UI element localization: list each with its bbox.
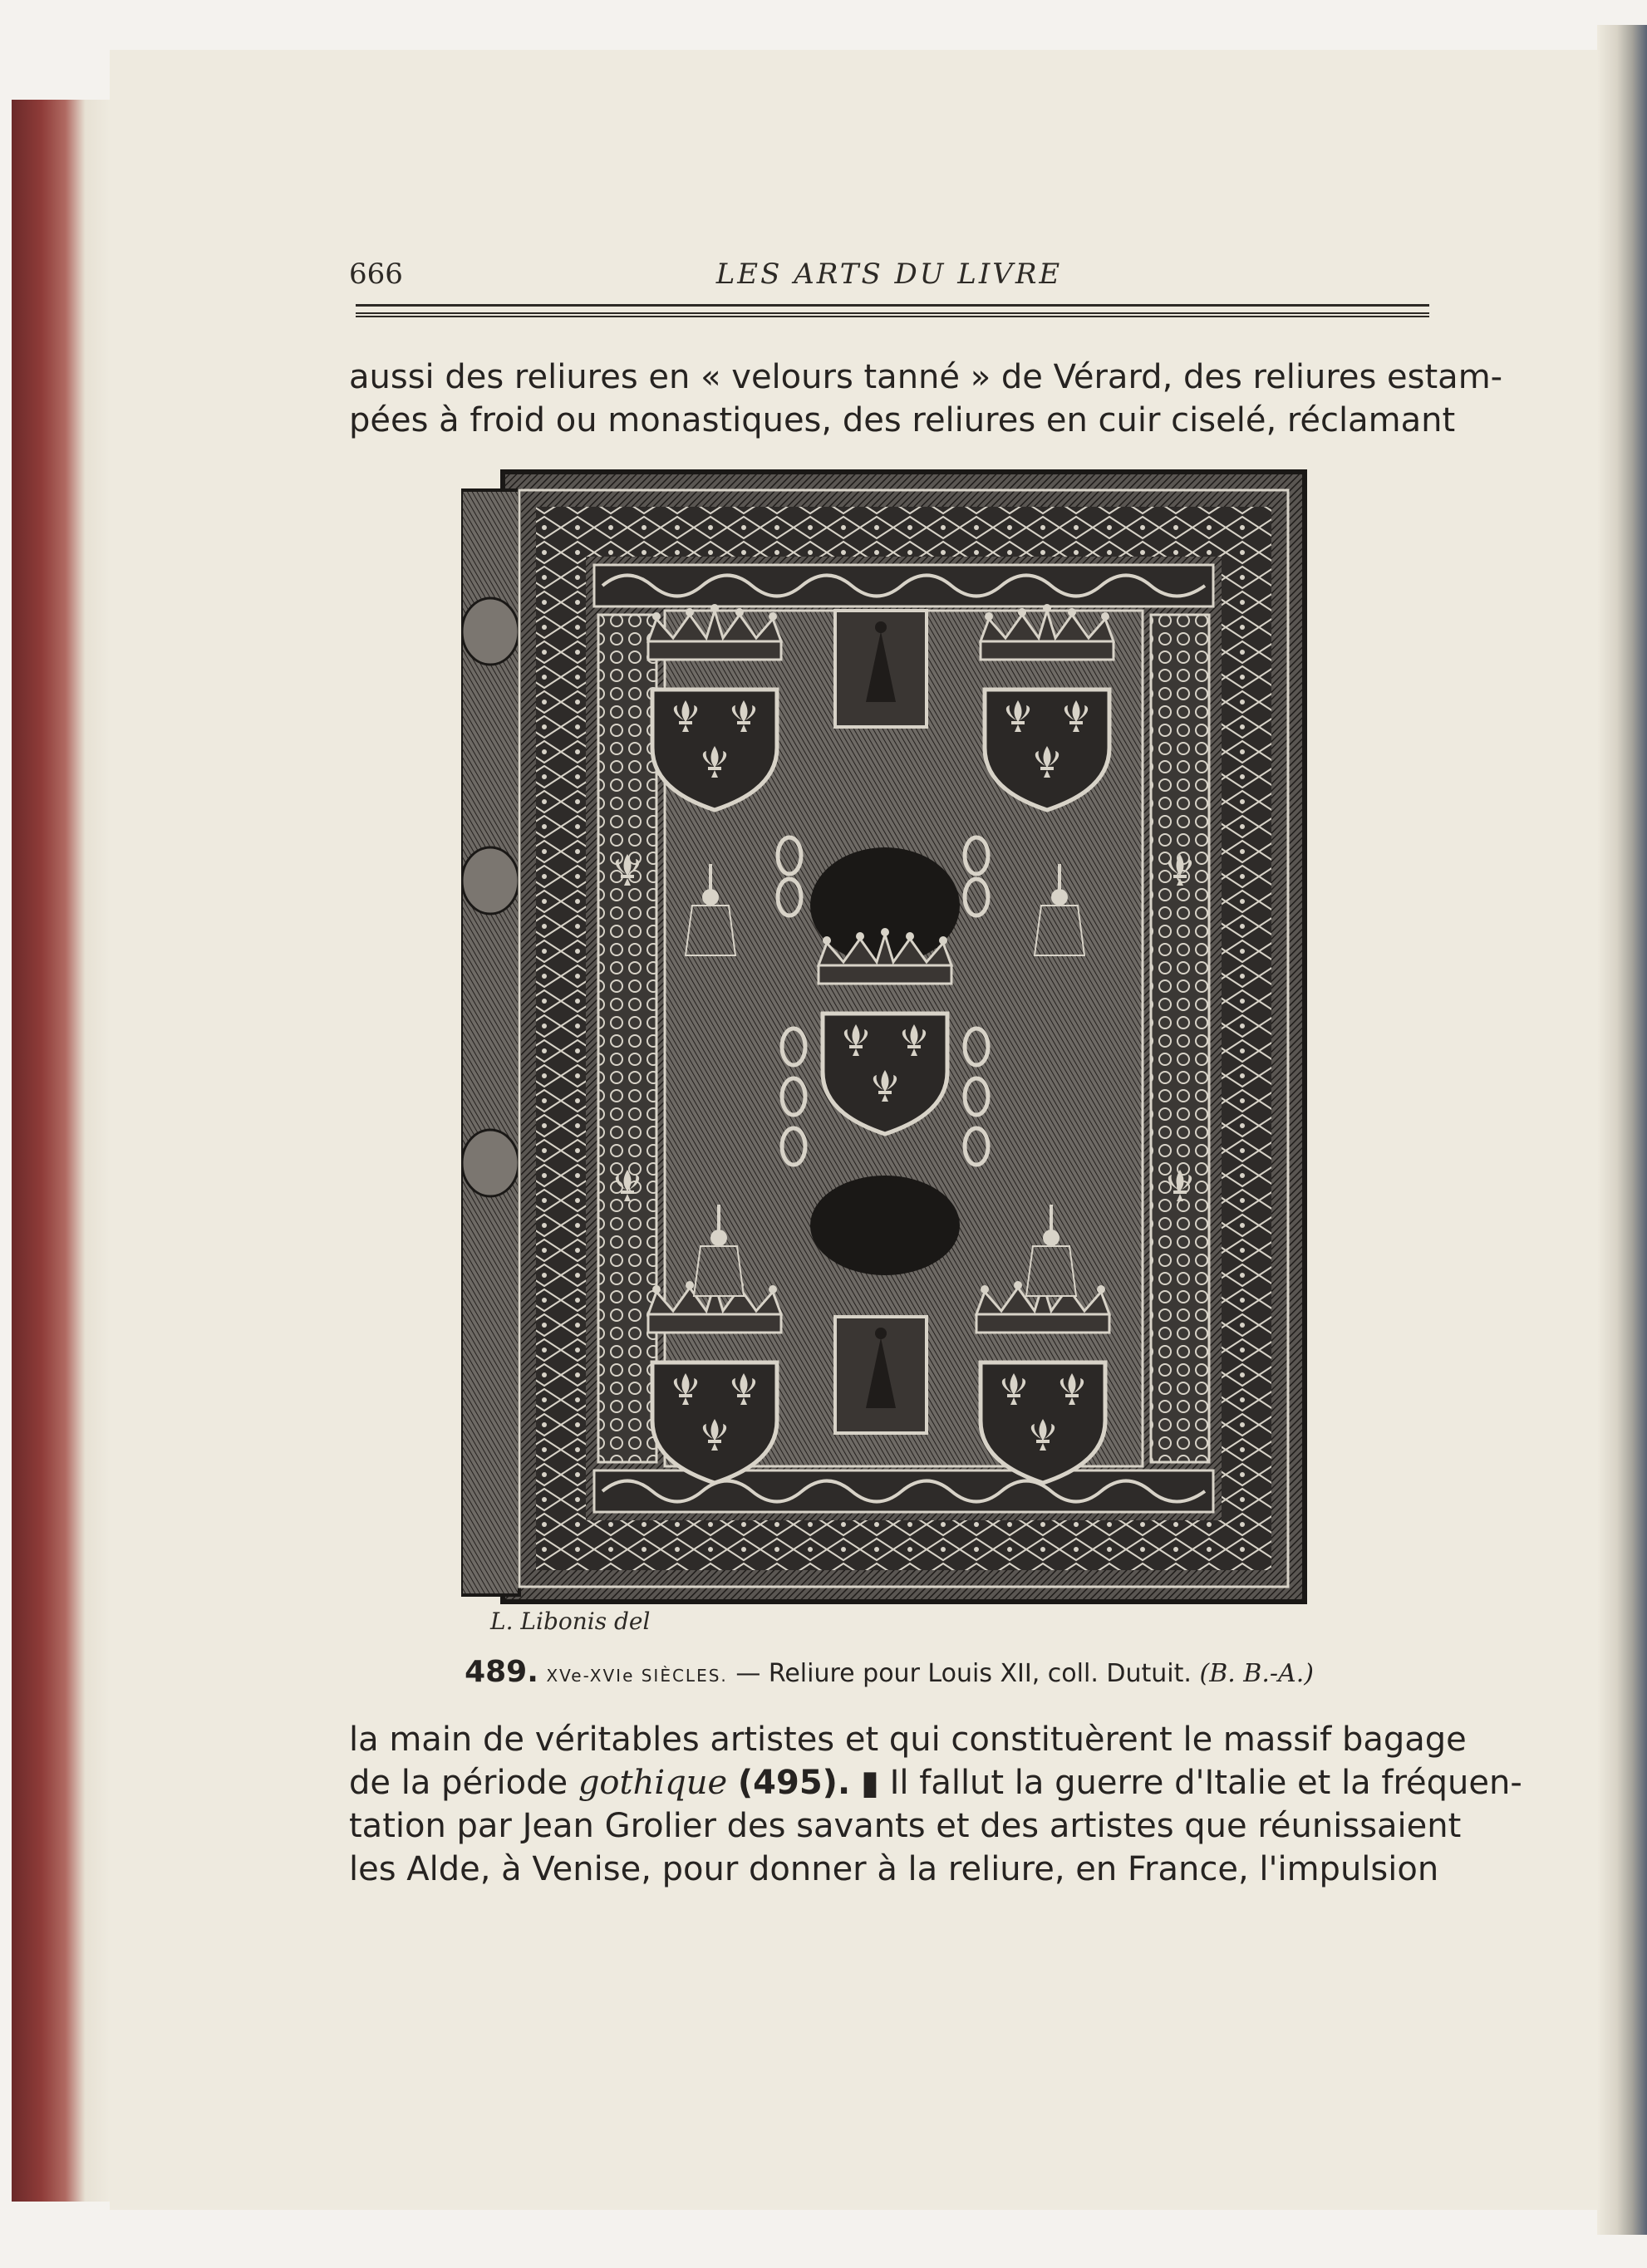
caption-number: 489. <box>465 1655 538 1689</box>
top-chain-band <box>594 565 1213 606</box>
binding-edge-right <box>1597 25 1647 2235</box>
text-fragment: Il fallut la guerre d'Italie et la fréquen- <box>889 1764 1522 1802</box>
paragraph-bottom <box>349 1718 1522 1891</box>
header-double-rule <box>356 312 1429 317</box>
paragraph-top <box>349 356 1503 442</box>
text-line: tation par Jean Grolier des savants et des artistes que réunissaient <box>349 1807 1462 1845</box>
text-line: aussi des reliures en « velours tanné » de Vérard, des reliures estam- <box>349 358 1503 396</box>
text-line: pées à froid ou monastiques, des reliures en cuir ciselé, réclamant <box>349 401 1456 439</box>
text-line: la main de véritables artistes et qui constituèrent le massif bagage <box>349 1721 1467 1759</box>
italic-term: gothique <box>578 1764 728 1802</box>
caption-source: (B. B.-A.) <box>1199 1659 1314 1688</box>
header-rule <box>356 304 1429 307</box>
paragraph-mark-icon: ▮ <box>860 1764 879 1802</box>
page-edges-left <box>12 100 110 2202</box>
page-header <box>349 258 1429 299</box>
text-line: les Alde, à Venise, pour donner à la reliure, en France, l'impulsion <box>349 1850 1439 1888</box>
caption-period: XVe-XVIe SIÈCLES. <box>546 1666 728 1686</box>
engraver-signature: L. Libonis del <box>490 1608 651 1635</box>
bookbinding-engraving <box>461 465 1309 1612</box>
caption-text: — Reliure pour Louis XII, coll. Dutuit. <box>735 1659 1192 1688</box>
text-line <box>349 1761 1522 1804</box>
page-number: 666 <box>349 258 403 291</box>
figure-caption <box>349 1655 1429 1689</box>
bottom-chain-band <box>594 1470 1213 1512</box>
text-fragment: de la période <box>349 1764 568 1802</box>
figure-reference: (495). <box>737 1764 851 1802</box>
running-head: LES ARTS DU LIVRE <box>715 258 1063 291</box>
